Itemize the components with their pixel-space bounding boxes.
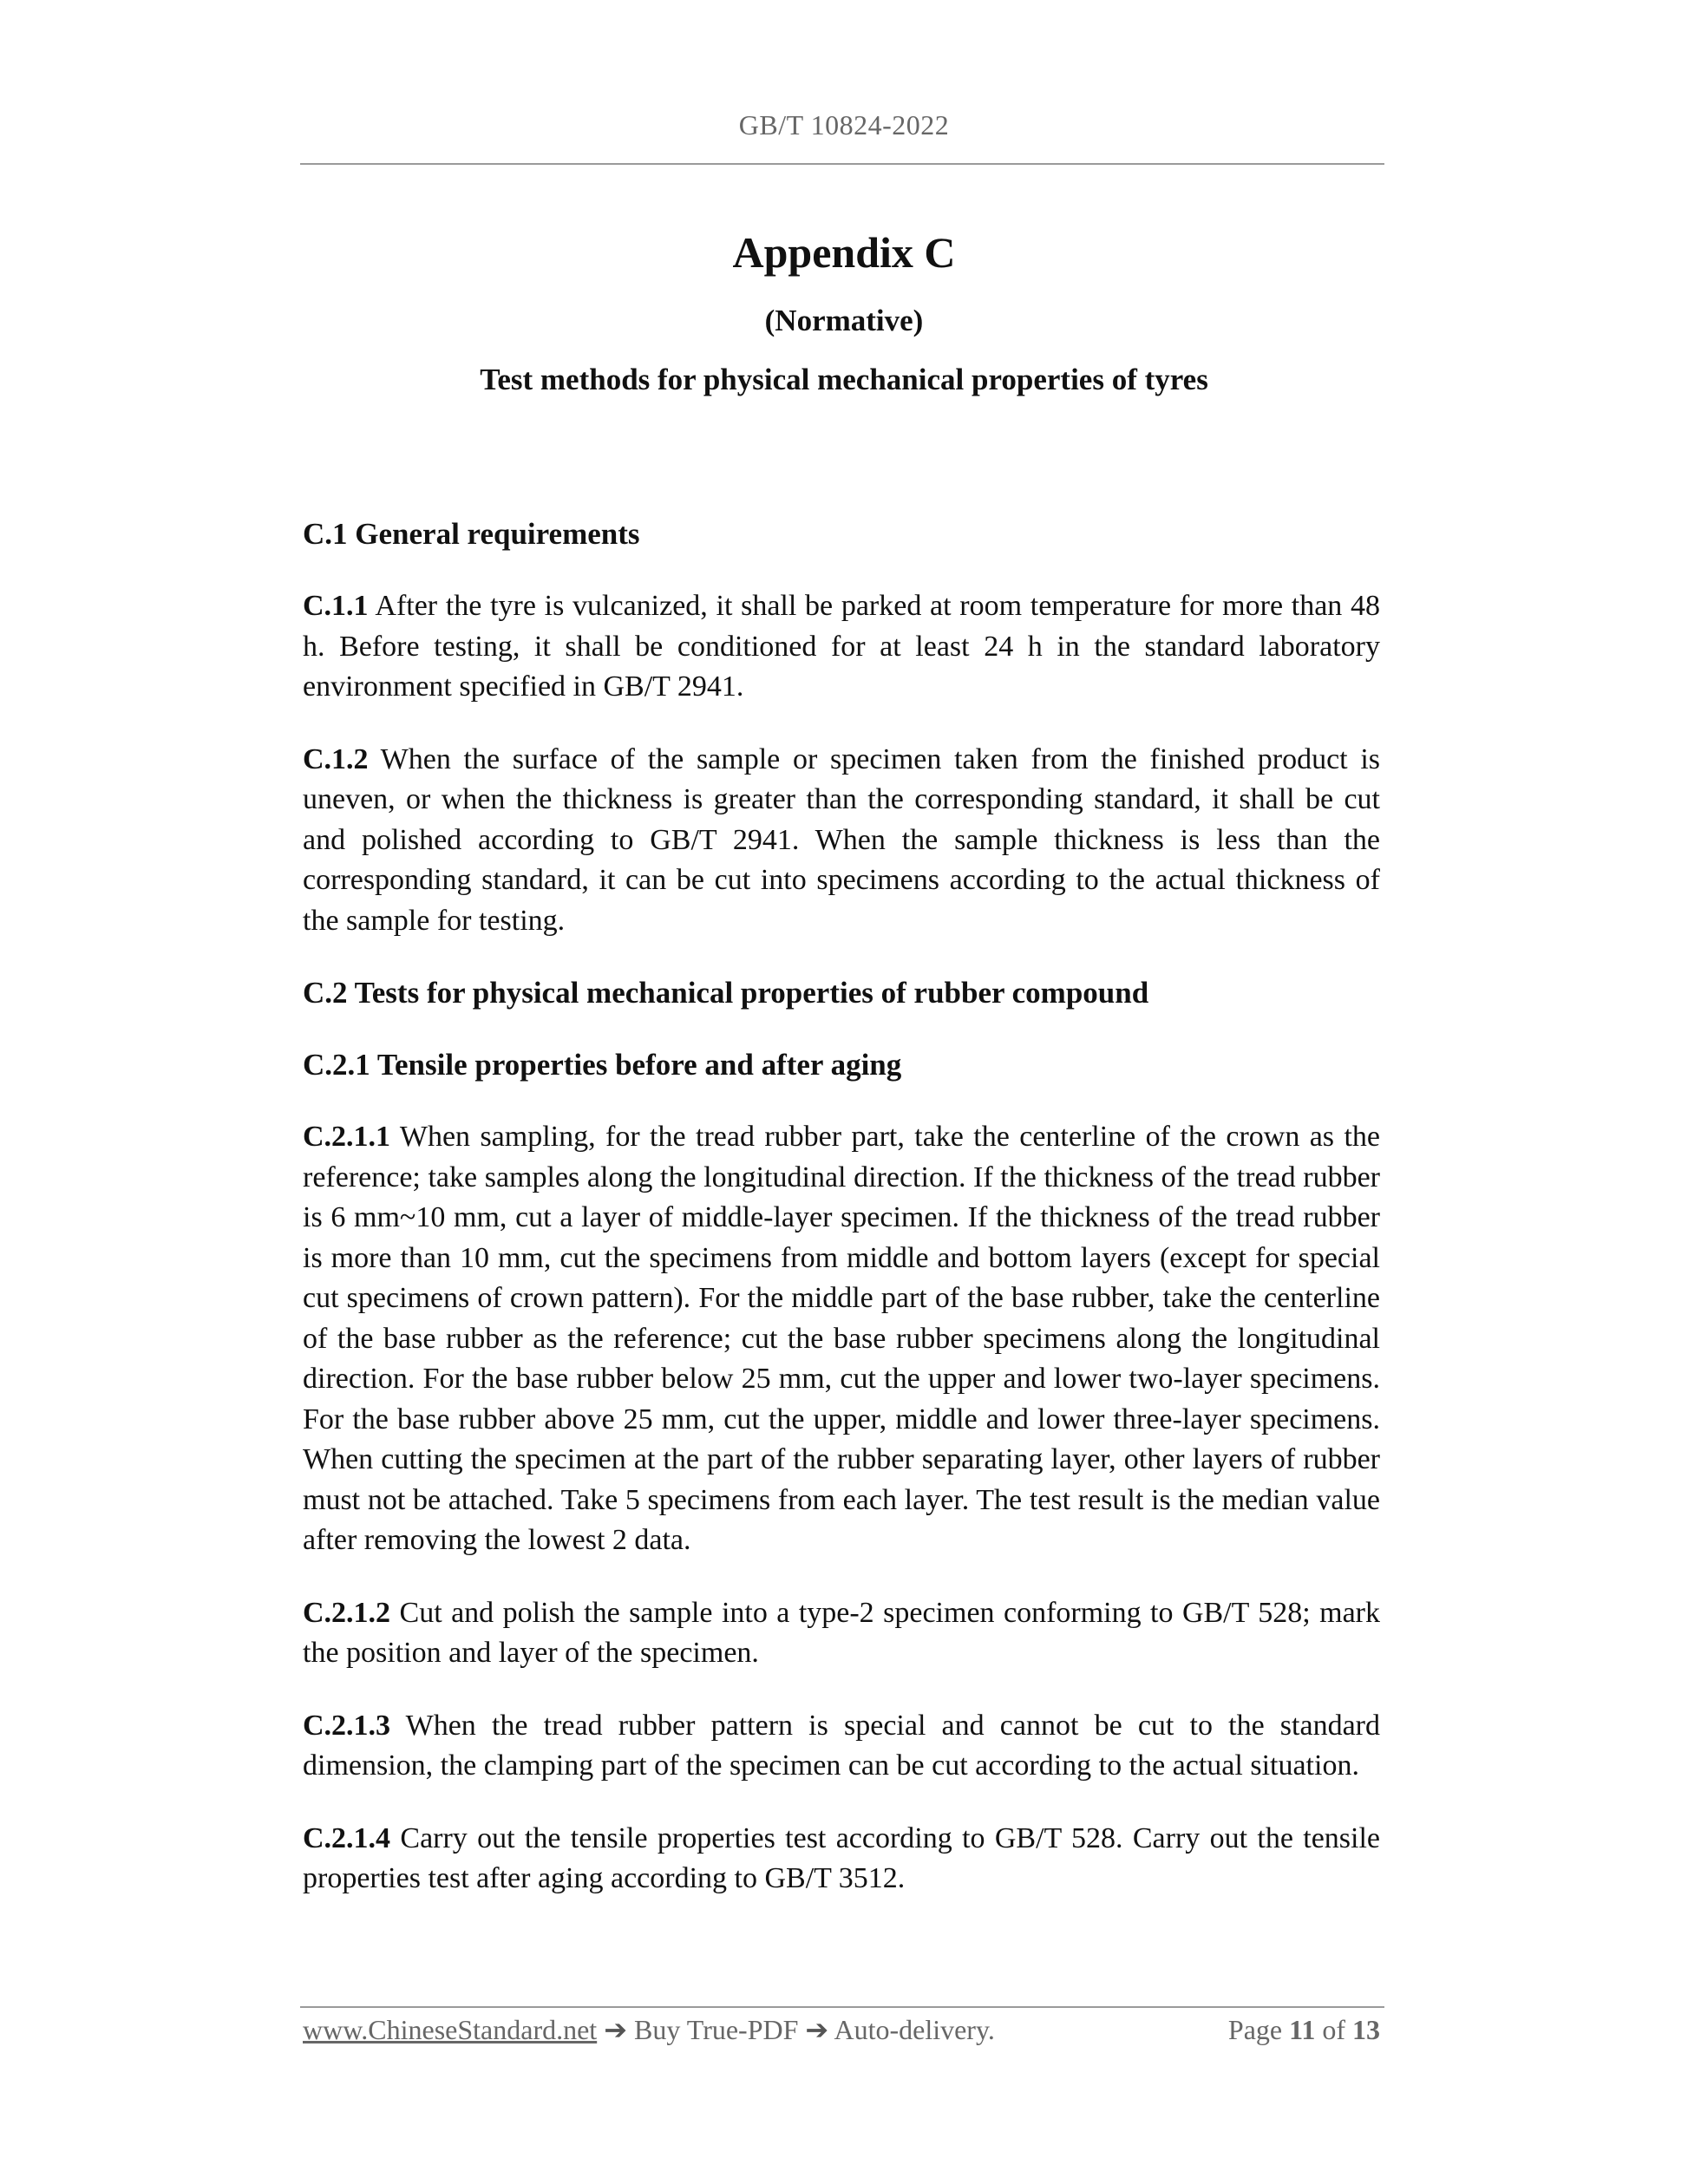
- clause-number: C.2.1.4: [303, 1821, 391, 1854]
- site-link[interactable]: www.ChineseStandard.net: [303, 2014, 598, 2045]
- appendix-nature: (Normative): [764, 304, 924, 337]
- page-label: Page: [1227, 2014, 1290, 2045]
- auto-delivery-text: Auto-delivery.: [828, 2014, 995, 2045]
- page-of-label: of: [1315, 2014, 1352, 2045]
- clause-text: After the tyre is vulcanized, it shall be parked at room temperature for more than 48 h. Before testing, it shall be conditioned for at least 24 h in the standard laboratory environment specified in GB/T 2941.: [303, 590, 1380, 703]
- buy-true-pdf-text: Buy True-PDF: [627, 2014, 806, 2045]
- clause-text: When the tread rubber pattern is special and cannot be cut to the standard dimension, the clamping part of the specimen can be cut according to the actual situation.: [303, 1709, 1380, 1782]
- page-total: 13: [1352, 2014, 1380, 2045]
- appendix-subtitle: Test methods for physical mechanical properties of tyres: [480, 363, 1208, 396]
- clause-c1-1: [303, 586, 1380, 708]
- section-heading-c2-1: C.2.1 Tensile properties before and after aging: [303, 1048, 902, 1082]
- clause-number: C.2.1.1: [303, 1121, 391, 1153]
- clause-c2-1-1: [303, 1117, 1380, 1561]
- footer-promo: [303, 2011, 995, 2049]
- footer-divider: [300, 2006, 1384, 2008]
- clause-number: C.1.2: [303, 742, 369, 775]
- document-body: [303, 514, 1380, 1932]
- arrow-right-icon: ➔: [805, 2014, 829, 2045]
- arrow-right-icon: ➔: [604, 2014, 627, 2045]
- clause-c2-1-4: [303, 1819, 1380, 1900]
- section-heading-c2: C.2 Tests for physical mechanical properties of rubber compound: [303, 976, 1149, 1010]
- clause-text: When sampling, for the tread rubber part, take the centerline of the crown as the reference; take samples along the longitudinal direction. If the thickness of the tread rubber is 6 mm~10 mm, cut a layer of middle-layer specimen. If the thickness of the tread rubber is more than 10 mm, cut the specimens from middle and bottom layers (except for special cut specimens of crown pattern). For the middle part of the base rubber, take the centerline of the base rubber as the reference; cut the base rubber specimens along the longitudinal direction. For the base rubber below 25 mm, cut the upper and lower two-layer specimens. For the base rubber above 25 mm, cut the upper, middle and lower three-layer specimens. When cutting the specimen at the part of the rubber separating layer, other layers of rubber must not be attached. Take 5 specimens from each layer. The test result is the median value after removing the lowest 2 data.: [303, 1121, 1380, 1556]
- clause-c2-1-3: [303, 1706, 1380, 1787]
- appendix-title: Appendix C: [732, 228, 956, 277]
- clause-text: When the surface of the sample or specimen taken from the finished product is uneven, or when the thickness is greater than the corresponding standard, it shall be cut and polished according to GB/T 2941. When the sample thickness is less than the corresponding standard, it can be cut into specimens according to the actual thickness of the sample for testing.: [303, 742, 1380, 937]
- section-heading-c1: C.1 General requirements: [303, 517, 640, 551]
- clause-number: C.1.1: [303, 590, 369, 622]
- clause-number: C.2.1.2: [303, 1596, 391, 1629]
- page-number: [1228, 2011, 1380, 2049]
- clause-number: C.2.1.3: [303, 1709, 391, 1742]
- clause-c2-1-2: [303, 1593, 1380, 1674]
- page-current: 11: [1289, 2014, 1316, 2045]
- header-standard-code: GB/T 10824-2022: [738, 109, 950, 141]
- clause-c1-2: [303, 740, 1380, 942]
- header-divider: [300, 163, 1384, 165]
- clause-text: Carry out the tensile properties test according to GB/T 528. Carry out the tensile properties test after aging according to GB/T 3512.: [303, 1821, 1380, 1894]
- clause-text: Cut and polish the sample into a type-2 specimen conforming to GB/T 528; mark the position and layer of the specimen.: [303, 1596, 1380, 1669]
